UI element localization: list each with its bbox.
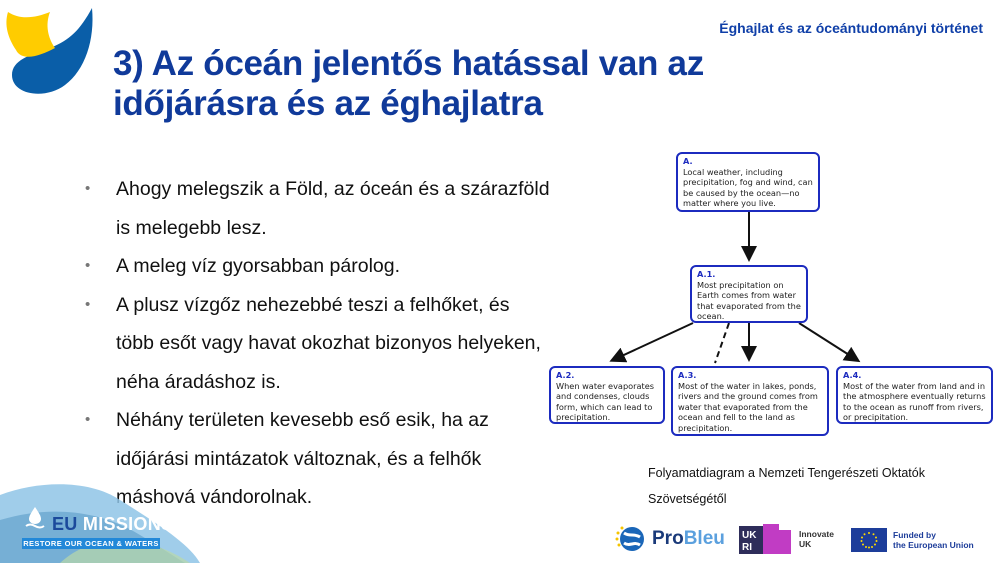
probleu-icon (614, 523, 646, 555)
svg-text:RI: RI (742, 542, 752, 553)
ukri-logo: UK RI Innovate UK (739, 524, 834, 554)
section-label: Éghajlat és az óceántudományi történet (719, 20, 983, 36)
project-logo-icon (0, 0, 100, 100)
bullet-item: • A meleg víz gyorsabban párolog. (82, 247, 552, 286)
eu-missions-logo: EU MISSIONS (52, 514, 174, 534)
bullet-item: • Ahogy melegszik a Föld, az óceán és a szárazföld is melegebb lesz. (82, 170, 552, 247)
eu-missions-banner: RESTORE OUR OCEAN & WATERS (23, 539, 159, 548)
diagram-caption: Folyamatdiagram a Nemzeti Tengerészeti Oktatók Szövetségétől (648, 466, 925, 506)
diagram-box-a: A. Local weather, including precipitation, fog and wind, can be caused by the ocean—no matter where you live. (676, 152, 820, 212)
diagram-box-a3: A.3. Most of the water in lakes, ponds, rivers and the ground comes from water that evaporated from the ocean and fell to the land as precipitation. (671, 366, 829, 436)
bullet-item: • A plusz vízgőz nehezebbé teszi a felhőket, és több esőt vagy havat okozhat bizonyos helyeken, néha áradáshoz is. (82, 286, 552, 402)
bullet-icon: • (85, 295, 91, 313)
eu-funding-logo: Funded by the European Union (851, 528, 974, 552)
bullet-item: • Néhány területen kevesebb eső esik, ha az időjárási mintázatok változnak, és a felhők máshová vándorolnak. (82, 401, 552, 517)
water-drop-icon (24, 505, 46, 531)
bullet-icon: • (85, 257, 91, 274)
diagram-box-a2: A.2. When water evaporates and condenses, clouds form, which can lead to precipitation. (549, 366, 665, 424)
bullet-list (82, 170, 552, 517)
svg-text:UK: UK (742, 530, 757, 541)
diagram-box-a4: A.4. Most of the water from land and in the atmosphere eventually returns to the ocean as runoff from rivers, or precipitation. (836, 366, 993, 424)
bullet-icon: • (85, 180, 91, 197)
diagram-box-a1: A.1. Most precipitation on Earth comes from water that evaporated from the ocean. (690, 265, 808, 323)
bullet-icon: • (85, 411, 91, 428)
flow-diagram (545, 148, 1000, 443)
page-title: 3) Az óceán jelentős hatással van az időjárásra és az éghajlatra (113, 44, 704, 123)
ukri-icon (739, 524, 791, 554)
eu-flag-icon (851, 528, 887, 552)
probleu-logo: ProBleu (614, 523, 725, 555)
